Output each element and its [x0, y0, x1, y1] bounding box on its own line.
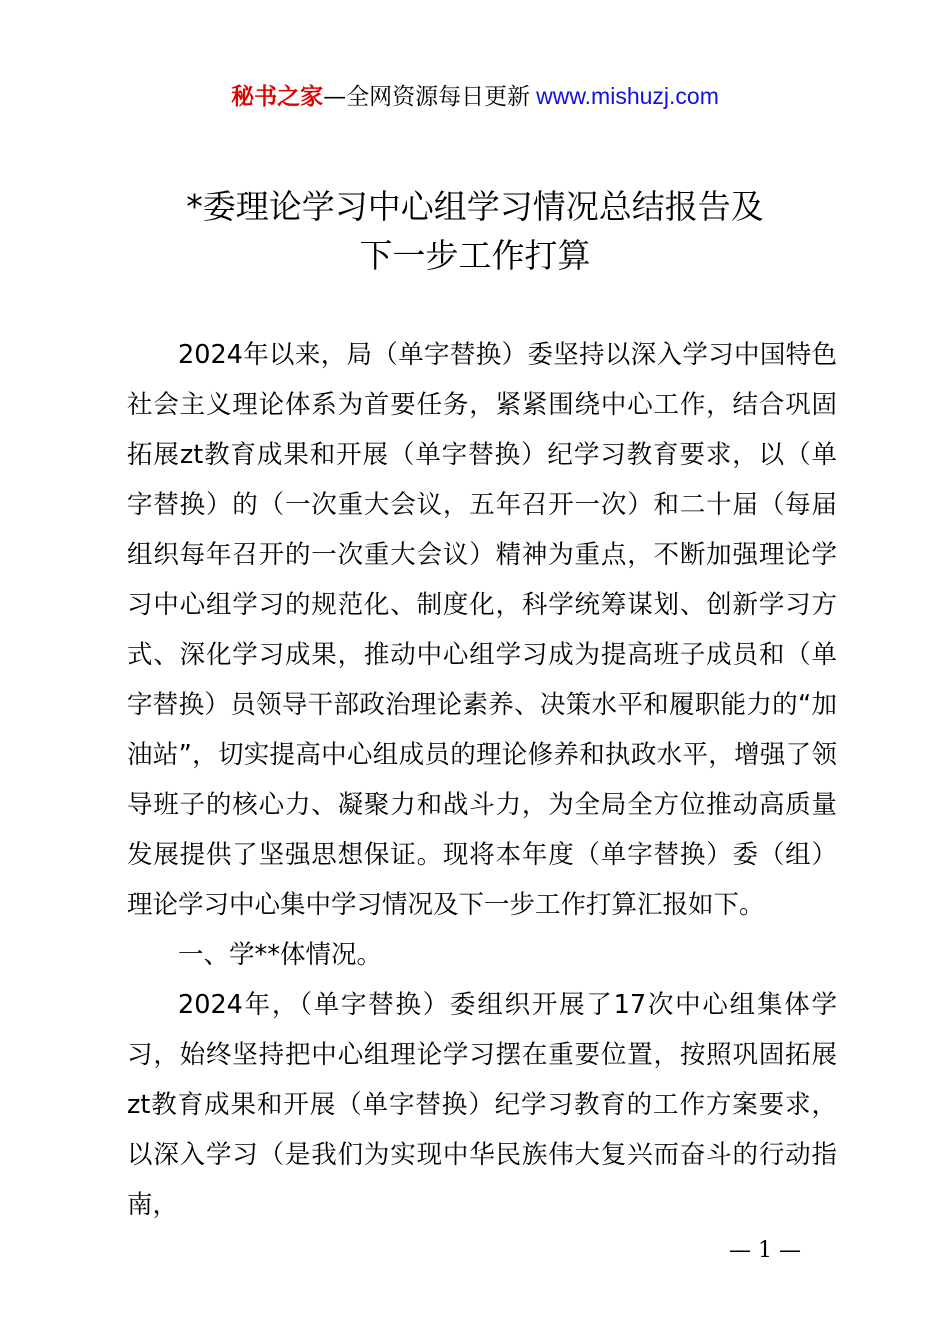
- title-line-1: *委理论学习中心组学习情况总结报告及: [186, 187, 764, 226]
- site-header: [0, 80, 950, 113]
- paragraph-section-1: 2024年，（单字替换）委组织开展了17次中心组集体学习，始终坚持把中心组理论学习摆在重要位置，按照巩固拓展zt教育成果和开展（单字替换）纪学习教育的工作方案要求，以深入学习（是我们为实现中华民族伟大复兴而奋斗的行动指南，: [127, 990, 837, 1220]
- document-body: [127, 330, 837, 1230]
- section-heading-1: 一、学**体情况。: [178, 940, 383, 970]
- page-number: — 1 —: [729, 1238, 801, 1263]
- paragraph-intro: 2024年以来，局（单字替换）委坚持以深入学习中国特色社会主义理论体系为首要任务，紧紧围绕中心工作，结合巩固拓展zt教育成果和开展（单字替换）纪学习教育要求，以（单字替换）的（一次重大会议，五年召开一次）和二十届（每届组织每年召开的一次重大会议）精神为重点，不断加强理论学习中心组学习的规范化、制度化，科学统筹谋划、创新学习方式、深化学习成果，推动中心组学习成为提高班子成员和（单字替换）员领导干部政治理论素养、决策水平和履职能力的“加油站”，切实提高中心组成员的理论修养和执政水平，增强了领导班子的核心力、凝聚力和战斗力，为全局全方位推动高质量发展提供了坚强思想保证。现将本年度（单字替换）委（组）理论学习中心集中学习情况及下一步工作打算汇报如下。: [127, 340, 837, 920]
- site-slogan: —全网资源每日更新: [323, 84, 531, 110]
- document-title: [0, 182, 950, 280]
- site-brand: 秘书之家: [231, 84, 324, 110]
- title-line-2: 下一步工作打算: [359, 236, 591, 275]
- site-url-link[interactable]: www.mishuzj.com: [536, 83, 719, 109]
